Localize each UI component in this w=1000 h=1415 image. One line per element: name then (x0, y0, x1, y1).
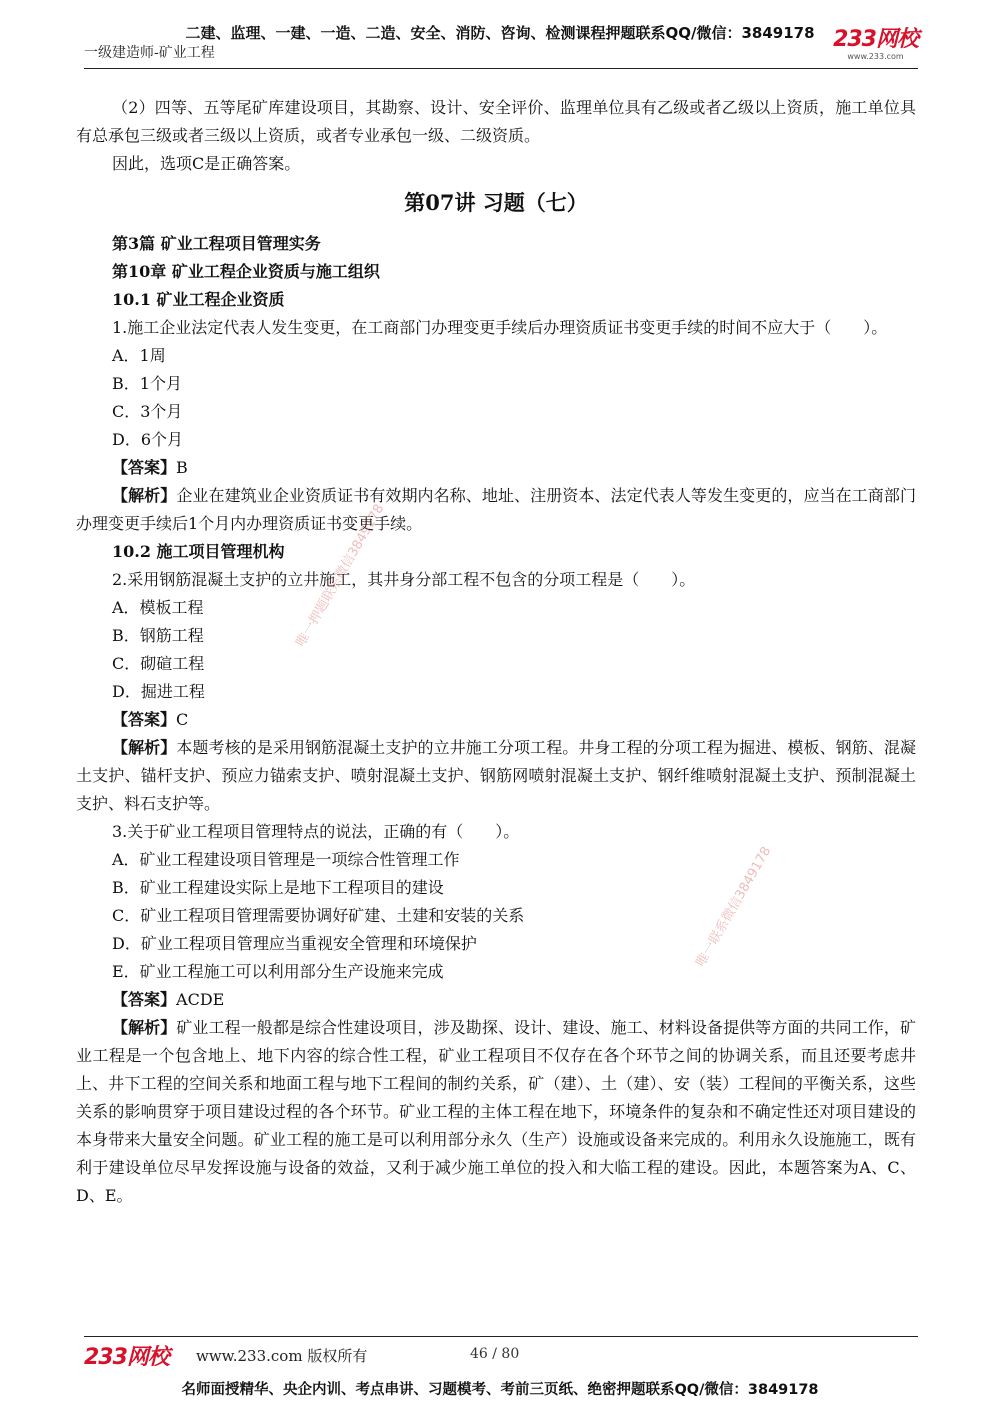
footer-banner: 名师面授精华、央企内训、考点串讲、习题模考、考前三页纸、绝密押题联系QQ/微信：3849178 (181, 1382, 819, 1398)
q3-option-a: A．矿业工程建设项目管理是一项综合性管理工作 (112, 850, 460, 869)
q1-option-d: D．6个月 (112, 430, 184, 449)
section-chapter-heading: 第10章 矿业工程企业资质与施工组织 (112, 262, 380, 281)
q1-option-c: C．3个月 (112, 402, 183, 421)
q3-option-b: B．矿业工程建设实际上是地下工程项目的建设 (112, 878, 444, 897)
footer-logo: 233网校 (84, 1345, 169, 1370)
q1-answer-label: 【答案】 (112, 458, 177, 477)
q3-option-e: E．矿业工程施工可以利用部分生产设施来完成 (112, 962, 444, 981)
section-part-heading: 第3篇 矿业工程项目管理实务 (112, 234, 321, 253)
q1-analysis (76, 482, 916, 538)
page-content (76, 94, 916, 1210)
header-divider (84, 68, 918, 69)
footer-page-number: 46 / 80 (470, 1346, 520, 1362)
q2-option-c: C．砌碹工程 (112, 654, 205, 673)
q1-stem: 1.施工企业法定代表人发生变更，在工商部门办理变更手续后办理资质证书变更手续的时间不应大于（ ）。 (112, 318, 888, 337)
q3-option-c: C．矿业工程项目管理需要协调好矿建、土建和安装的关系 (112, 906, 525, 925)
q3-analysis (76, 1014, 916, 1210)
q1-option-a: A．1周 (112, 346, 166, 365)
q2-analysis-text: 本题考核的是采用钢筋混凝土支护的立井施工分项工程。井身工程的分项工程为掘进、模板、钢筋、混凝土支护、锚杆支护、预应力锚索支护、喷射混凝土支护、钢筋网喷射混凝土支护、钢纤维喷射混凝土支护、预制混凝土支护、料石支护等。 (76, 738, 916, 813)
q2-answer (76, 706, 916, 734)
q3-answer (76, 986, 916, 1014)
section-10-1-heading: 10.1 矿业工程企业资质 (112, 290, 285, 309)
q3-option-d: D．矿业工程项目管理应当重视安全管理和环境保护 (112, 934, 477, 953)
q2-analysis-label: 【解析】 (112, 738, 177, 757)
q2-answer-label: 【答案】 (112, 710, 177, 729)
q2-option-d: D．掘进工程 (112, 682, 205, 701)
header-subtitle: 一级建造师-矿业工程 (84, 45, 215, 61)
q3-analysis-label: 【解析】 (112, 1018, 177, 1037)
q1-analysis-text: 企业在建筑业企业资质证书有效期内名称、地址、注册资本、法定代表人等发生变更的，应当在工商部门办理变更手续后1个月内办理资质证书变更手续。 (76, 486, 916, 533)
q2-analysis (76, 734, 916, 818)
intro-paragraph: （2）四等、五等尾矿库建设项目，其勘察、设计、安全评价、监理单位具有乙级或者乙级以上资质，施工单位具有总承包三级或者三级以上资质，或者专业承包一级、二级资质。 (76, 98, 916, 145)
footer-copyright: www.233.com 版权所有 (196, 1347, 368, 1365)
watermark-2: 唯一联系微信3849178 (693, 844, 775, 970)
q1-option-b: B．1个月 (112, 374, 182, 393)
q2-stem: 2.采用钢筋混凝土支护的立井施工，其井身分部工程不包含的分项工程是（ ）。 (112, 570, 696, 589)
q1-answer (76, 454, 916, 482)
section-10-2-heading: 10.2 施工项目管理机构 (112, 542, 285, 561)
q3-answer-label: 【答案】 (112, 990, 177, 1009)
logo-site-text: www.233.com (847, 52, 904, 61)
q3-stem: 3.关于矿业工程项目管理特点的说法，正确的有（ ）。 (112, 822, 520, 841)
q1-analysis-label: 【解析】 (112, 486, 177, 505)
logo-brand-text: 233网校 (833, 27, 918, 52)
lecture-title: 第07讲 习题（七） (404, 190, 588, 215)
q1-answer-value: B (176, 458, 188, 477)
header-banner: 二建、监理、一建、一造、二造、安全、消防、咨询、检测课程押题联系QQ/微信：3849178 (185, 24, 815, 42)
footer-divider (84, 1336, 918, 1337)
q2-answer-value: C (176, 710, 189, 729)
q2-option-b: B．钢筋工程 (112, 626, 204, 645)
header-logo (833, 28, 918, 62)
q2-option-a: A．模板工程 (112, 598, 204, 617)
q3-answer-value: ACDE (176, 990, 225, 1009)
intro-conclusion: 因此，选项C是正确答案。 (112, 154, 301, 173)
q3-analysis-text: 矿业工程一般都是综合性建设项目，涉及勘探、设计、建设、施工、材料设备提供等方面的共同工作，矿业工程是一个包含地上、地下内容的综合性工程，矿业工程项目不仅存在各个环节之间的协调关系，而且还要考虑井上、井下工程的空间关系和地面工程与地下工程间的制约关系，矿（建）、土（建）、安（装）工程间的平衡关系，这些关系的影响贯穿于项目建设过程的各个环节。矿业工程的主体工程在地下，环境条件的复杂和不确定性还对项目建设的本身带来大量安全问题。矿业工程的施工是可以利用部分永久（生产）设施或设备来完成的。利用永久设施施工，既有利于建设单位尽早发挥设施与设备的效益，又利于减少施工单位的投入和大临工程的建设。因此，本题答案为A、C、D、E。 (76, 1018, 916, 1205)
watermark-1: 唯一押题联系微信3849178 (293, 501, 388, 650)
